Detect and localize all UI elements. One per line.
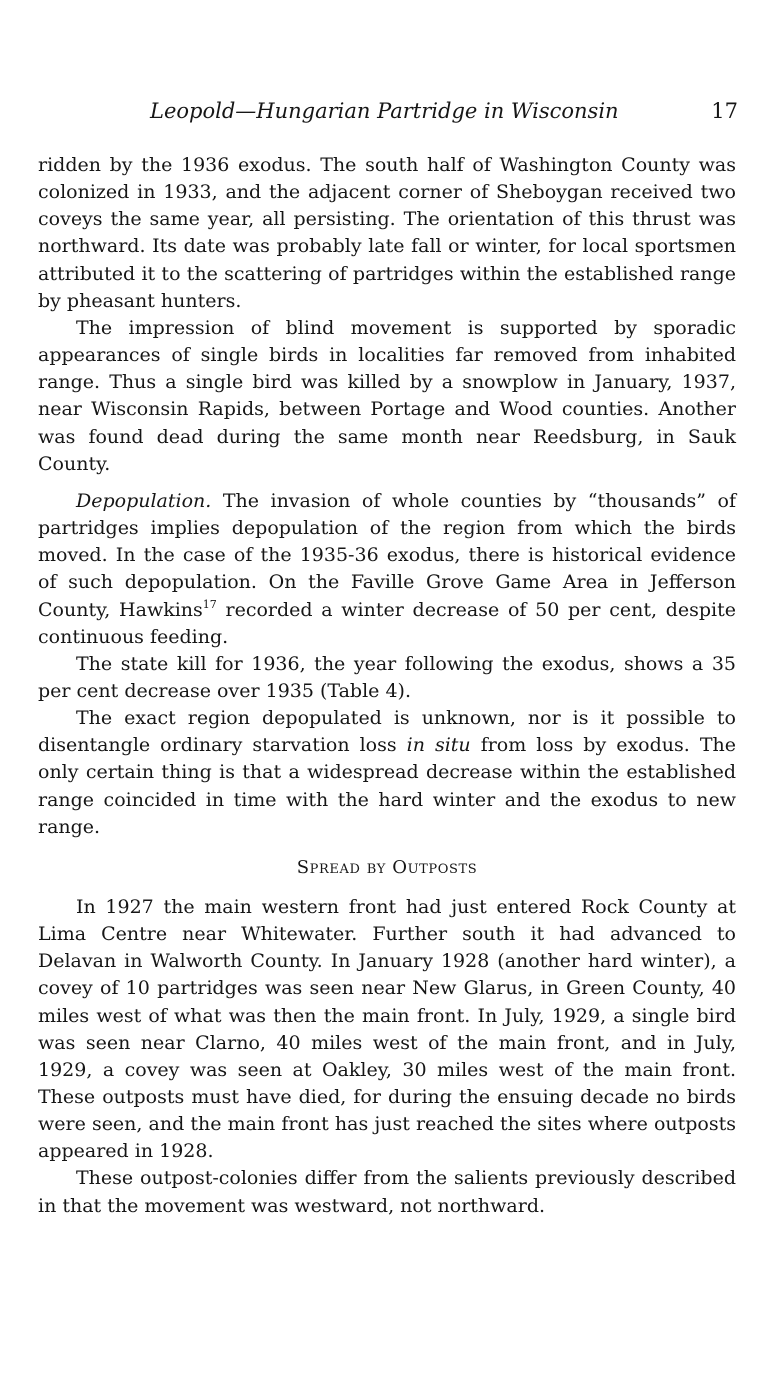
page-number: 17 xyxy=(711,99,738,123)
running-title: Leopold—Hungarian Partridge in Wisconsin xyxy=(150,99,619,123)
paragraph-1: ridden by the 1936 exodus. The south half of Washington County was colonized in 1933, and the adjacent corner of Sheboygan received two coveys the same year, all persisting. The orientation of this thrust was northward. Its date was probably late fall or winter, for local sportsmen attributed it to the scattering of partridges within the established range by pheasant hunters. xyxy=(38,154,736,312)
paragraph-3 xyxy=(38,488,736,651)
paragraph-5-text-b: from loss by exodus. The only certain thing is that a widespread decrease within the established range coincided in time with the hard winter and the exodus to new range. xyxy=(38,734,736,838)
paragraph-6: In 1927 the main western front had just entered Rock County at Lima Centre near Whitewater. Further south it had advanced to Delavan in Walworth County. In January 1928 (another hard winter), a covey of 10 partridges was seen near New Glarus, in Green County, 40 miles west of what was then the main front. In July, 1929, a single bird was seen near Clarno, 40 miles west of the main front, and in July, 1929, a covey was seen at Oakley, 30 miles west of the main front. These outposts must have died, for during the ensuing decade no birds were seen, and the main front has just reached the sites where outposts appeared in 1928. xyxy=(38,895,736,1163)
paragraph-5 xyxy=(38,705,736,841)
paragraph-5-italic: in situ xyxy=(406,734,471,757)
paragraph-3-label: Depopulation. xyxy=(76,489,212,512)
body-text xyxy=(38,152,736,1220)
paragraph-2: The impression of blind movement is supported by sporadic appearances of single birds in localities far removed from inhabited range. Thus a single bird was killed by a snowplow in January, 1937, near Wisconsin Rapids, between Portage and Wood counties. Another was found dead during the same month near Reedsburg, in Sauk County. xyxy=(38,316,736,475)
paragraph-7: These outpost-colonies differ from the salients previously described in that the movement was westward, not northward. xyxy=(38,1167,736,1217)
paragraph-4: The state kill for 1936, the year following the exodus, shows a 35 per cent decrease over 1935 (Table 4). xyxy=(38,652,736,702)
section-heading: Spread by Outposts xyxy=(296,856,478,878)
footnote-ref-17: 17 xyxy=(202,597,217,611)
running-head xyxy=(150,96,740,128)
paragraph-5-text-a: The exact region depopulated is unknown, nor is it possible to disentangle ordinary starvation loss xyxy=(38,707,736,757)
paragraph-3-text-b: recorded a winter decrease of 50 per cent, despite continuous feeding. xyxy=(38,598,736,648)
paragraph-3-text-a: The invasion of whole counties by “thousands” of partridges implies depopulation of the region from which the birds moved. In the case of the 1935-36 exodus, there is historical evidence of such depopulation. On the Faville Grove Game Area in Jefferson County, Hawkins xyxy=(38,489,736,621)
